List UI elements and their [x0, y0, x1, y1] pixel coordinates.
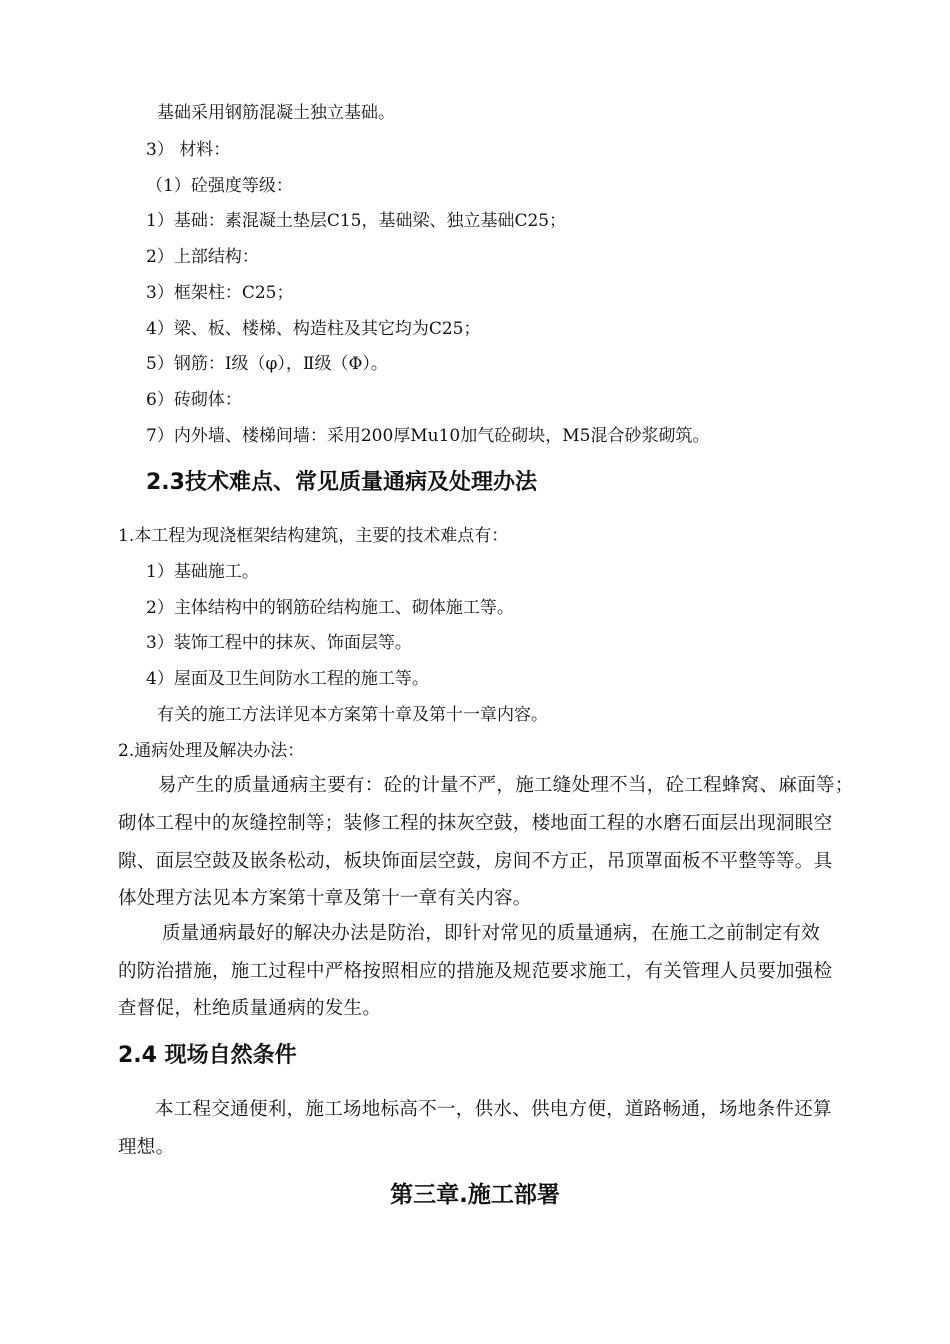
text-line: 5）钢筋：Ⅰ级（φ），Ⅱ级（Φ）。: [146, 354, 388, 374]
text-line: 3） 材料：: [146, 140, 231, 160]
text-line: 4）梁、板、楼梯、构造柱及其它均为C25；: [146, 319, 481, 339]
text-line: 2.通病处理及解决办法：: [118, 741, 305, 761]
text-line: 1）基础：素混凝土垫层C15，基础梁、独立基础C25；: [146, 211, 567, 231]
paragraph-line: 体处理方法见本方案第十章及第十一章有关内容。: [118, 888, 532, 909]
text-line: 4）屋面及卫生间防水工程的施工等。: [146, 669, 429, 689]
paragraph-line: 砌体工程中的灰缝控制等；装修工程的抹灰空鼓，楼地面工程的水磨石面层出现洞眼空: [118, 813, 833, 834]
paragraph-line: 隙、面层空鼓及嵌条松动，板块饰面层空鼓，房间不方正，吊顶罩面板不平整等等。具: [118, 851, 833, 872]
paragraph-line: 查督促，杜绝质量通病的发生。: [118, 998, 382, 1019]
text-line: 7）内外墙、楼梯间墙：采用200厚Mu10加气砼砌块，M5混合砂浆砌筑。: [146, 426, 710, 446]
text-line: 2）上部结构：: [146, 247, 259, 267]
paragraph-line: 理想。: [118, 1137, 175, 1158]
section-heading-2-4: 2.4 现场自然条件: [118, 1043, 297, 1068]
paragraph-line: 易产生的质量通病主要有：砼的计量不严，施工缝处理不当，砼工程蜂窝、麻面等；: [158, 775, 854, 796]
text-line: 3）装饰工程中的抹灰、饰面层等。: [146, 633, 412, 653]
paragraph-line: 质量通病最好的解决办法是防治，即针对常见的质量通病，在施工之前制定有效: [162, 923, 821, 944]
paragraph-line: 的防治措施，施工过程中严格按照相应的措施及规范要求施工，有关管理人员要加强检: [118, 961, 833, 982]
chapter-title: 第三章.施工部署: [390, 1182, 560, 1208]
text-line: 基础采用钢筋混凝土独立基础。: [157, 103, 395, 123]
text-line: 1）基础施工。: [146, 562, 259, 582]
section-heading-2-3: 2.3技术难点、常见质量通病及处理办法: [146, 470, 537, 495]
text-line: 6）砖砌体：: [146, 390, 242, 410]
text-line: 1.本工程为现浇框架结构建筑，主要的技术难点有：: [118, 526, 509, 546]
text-line: 3）框架柱：C25；: [146, 283, 294, 303]
text-line: 有关的施工方法详见本方案第十章及第十一章内容。: [157, 705, 548, 725]
text-line: （1）砼强度等级：: [146, 176, 293, 196]
paragraph-line: 本工程交通便利，施工场地标高不一，供水、供电方便，道路畅通，场地条件还算: [155, 1099, 832, 1120]
text-line: 2）主体结构中的钢筋砼结构施工、砌体施工等。: [146, 598, 514, 618]
